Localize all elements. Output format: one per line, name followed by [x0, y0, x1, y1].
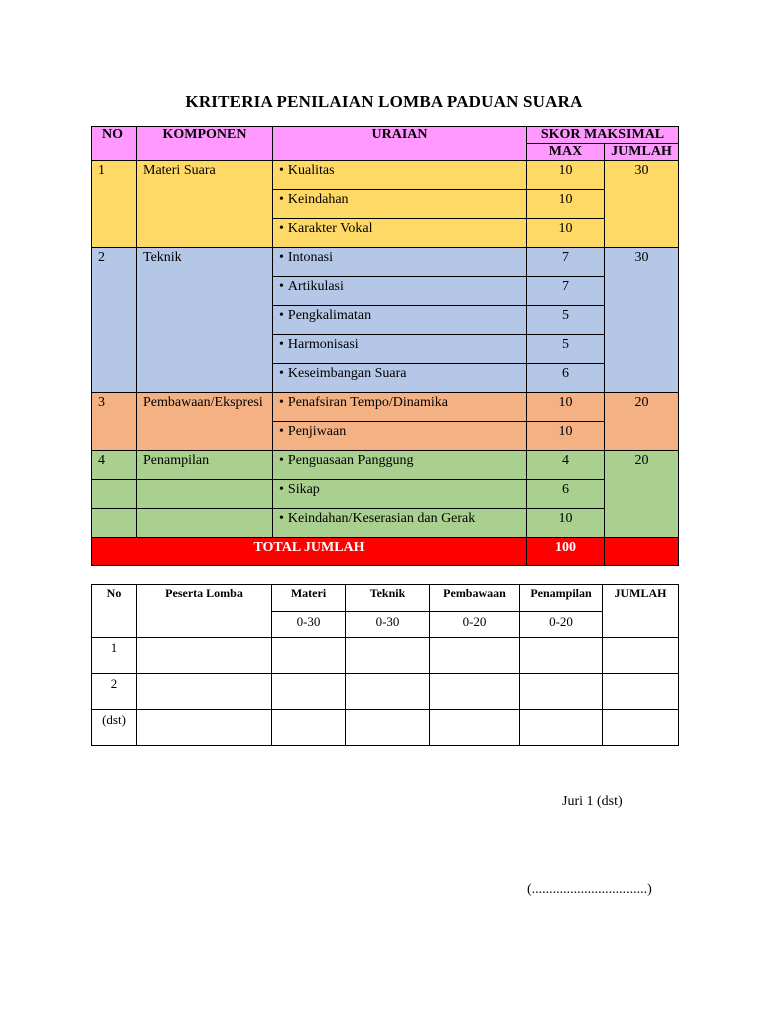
criteria-max: 5: [527, 306, 605, 335]
score-header: No: [92, 585, 137, 638]
criteria-jumlah: 20: [605, 451, 679, 538]
criteria-komponen-empty: [137, 509, 273, 538]
criteria-no-empty: [92, 509, 137, 538]
score-cell: [346, 710, 430, 746]
score-header: Peserta Lomba: [137, 585, 272, 638]
score-header: Materi: [272, 585, 346, 612]
criteria-max: 10: [527, 161, 605, 190]
document-title: KRITERIA PENILAIAN LOMBA PADUAN SUARA: [185, 92, 583, 111]
score-cell: [520, 674, 603, 710]
header-skor-maksimal: SKOR MAKSIMAL: [527, 127, 679, 144]
criteria-jumlah: 30: [605, 248, 679, 393]
criteria-uraian: • Intonasi: [273, 248, 527, 277]
criteria-uraian: • Keseimbangan Suara: [273, 364, 527, 393]
score-cell: [603, 710, 679, 746]
score-cell: [137, 710, 272, 746]
criteria-max: 7: [527, 277, 605, 306]
criteria-uraian: • Artikulasi: [273, 277, 527, 306]
score-row: [92, 674, 679, 710]
score-cell: [430, 638, 520, 674]
score-header: JUMLAH: [603, 585, 679, 638]
criteria-komponen: Pembawaan/Ekspresi: [137, 393, 273, 451]
criteria-uraian: • Keindahan: [273, 190, 527, 219]
criteria-max: 10: [527, 393, 605, 422]
criteria-komponen: Teknik: [137, 248, 273, 393]
score-row: [92, 710, 679, 746]
header-max: MAX: [527, 144, 605, 161]
criteria-jumlah: 20: [605, 393, 679, 451]
criteria-max: 10: [527, 509, 605, 538]
criteria-uraian: • Penafsiran Tempo/Dinamika: [273, 393, 527, 422]
criteria-table: [91, 126, 679, 566]
criteria-komponen-empty: [137, 480, 273, 509]
header-no: NO: [92, 127, 137, 161]
criteria-jumlah: 30: [605, 161, 679, 248]
criteria-uraian: • Penguasaan Panggung: [273, 451, 527, 480]
score-range: 0-20: [430, 612, 520, 638]
score-cell: [430, 674, 520, 710]
score-cell: [137, 674, 272, 710]
criteria-max: 7: [527, 248, 605, 277]
criteria-uraian: • Karakter Vokal: [273, 219, 527, 248]
score-cell: [346, 638, 430, 674]
criteria-uraian: • Sikap: [273, 480, 527, 509]
criteria-uraian: • Kualitas: [273, 161, 527, 190]
criteria-no-empty: [92, 480, 137, 509]
juri-label: Juri 1 (dst): [562, 794, 623, 809]
score-table: [91, 584, 679, 746]
signature-line: (.................................): [527, 882, 652, 897]
header-uraian: URAIAN: [273, 127, 527, 161]
criteria-uraian: • Keindahan/Keserasian dan Gerak: [273, 509, 527, 538]
criteria-uraian: • Pengkalimatan: [273, 306, 527, 335]
criteria-row: [92, 480, 679, 509]
criteria-no: 2: [92, 248, 137, 393]
criteria-max: 5: [527, 335, 605, 364]
criteria-no: 1: [92, 161, 137, 248]
criteria-no: 4: [92, 451, 137, 480]
score-cell: [137, 638, 272, 674]
score-cell: [520, 710, 603, 746]
criteria-max: 10: [527, 422, 605, 451]
criteria-uraian: • Harmonisasi: [273, 335, 527, 364]
criteria-max: 6: [527, 364, 605, 393]
criteria-row: [92, 248, 679, 277]
header-jumlah: JUMLAH: [605, 144, 679, 161]
score-cell: [272, 710, 346, 746]
total-label: TOTAL JUMLAH: [92, 538, 527, 566]
score-range: 0-30: [272, 612, 346, 638]
header-komponen: KOMPONEN: [137, 127, 273, 161]
score-cell: [603, 674, 679, 710]
score-header: Penampilan: [520, 585, 603, 612]
score-range: 0-20: [520, 612, 603, 638]
criteria-max: 10: [527, 219, 605, 248]
score-row-no: 2: [92, 674, 137, 710]
score-cell: [272, 638, 346, 674]
score-cell: [430, 710, 520, 746]
criteria-row: [92, 509, 679, 538]
score-cell: [603, 638, 679, 674]
score-cell: [520, 638, 603, 674]
total-empty: [605, 538, 679, 566]
criteria-komponen: Penampilan: [137, 451, 273, 480]
criteria-row: [92, 451, 679, 480]
score-row-no: (dst): [92, 710, 137, 746]
score-row-no: 1: [92, 638, 137, 674]
score-header: Pembawaan: [430, 585, 520, 612]
criteria-max: 6: [527, 480, 605, 509]
score-range: 0-30: [346, 612, 430, 638]
total-value: 100: [527, 538, 605, 566]
criteria-max: 4: [527, 451, 605, 480]
criteria-uraian: • Penjiwaan: [273, 422, 527, 451]
criteria-no: 3: [92, 393, 137, 451]
criteria-row: [92, 161, 679, 190]
score-cell: [346, 674, 430, 710]
criteria-row: [92, 393, 679, 422]
score-header: Teknik: [346, 585, 430, 612]
criteria-komponen: Materi Suara: [137, 161, 273, 248]
criteria-max: 10: [527, 190, 605, 219]
score-cell: [272, 674, 346, 710]
score-row: [92, 638, 679, 674]
